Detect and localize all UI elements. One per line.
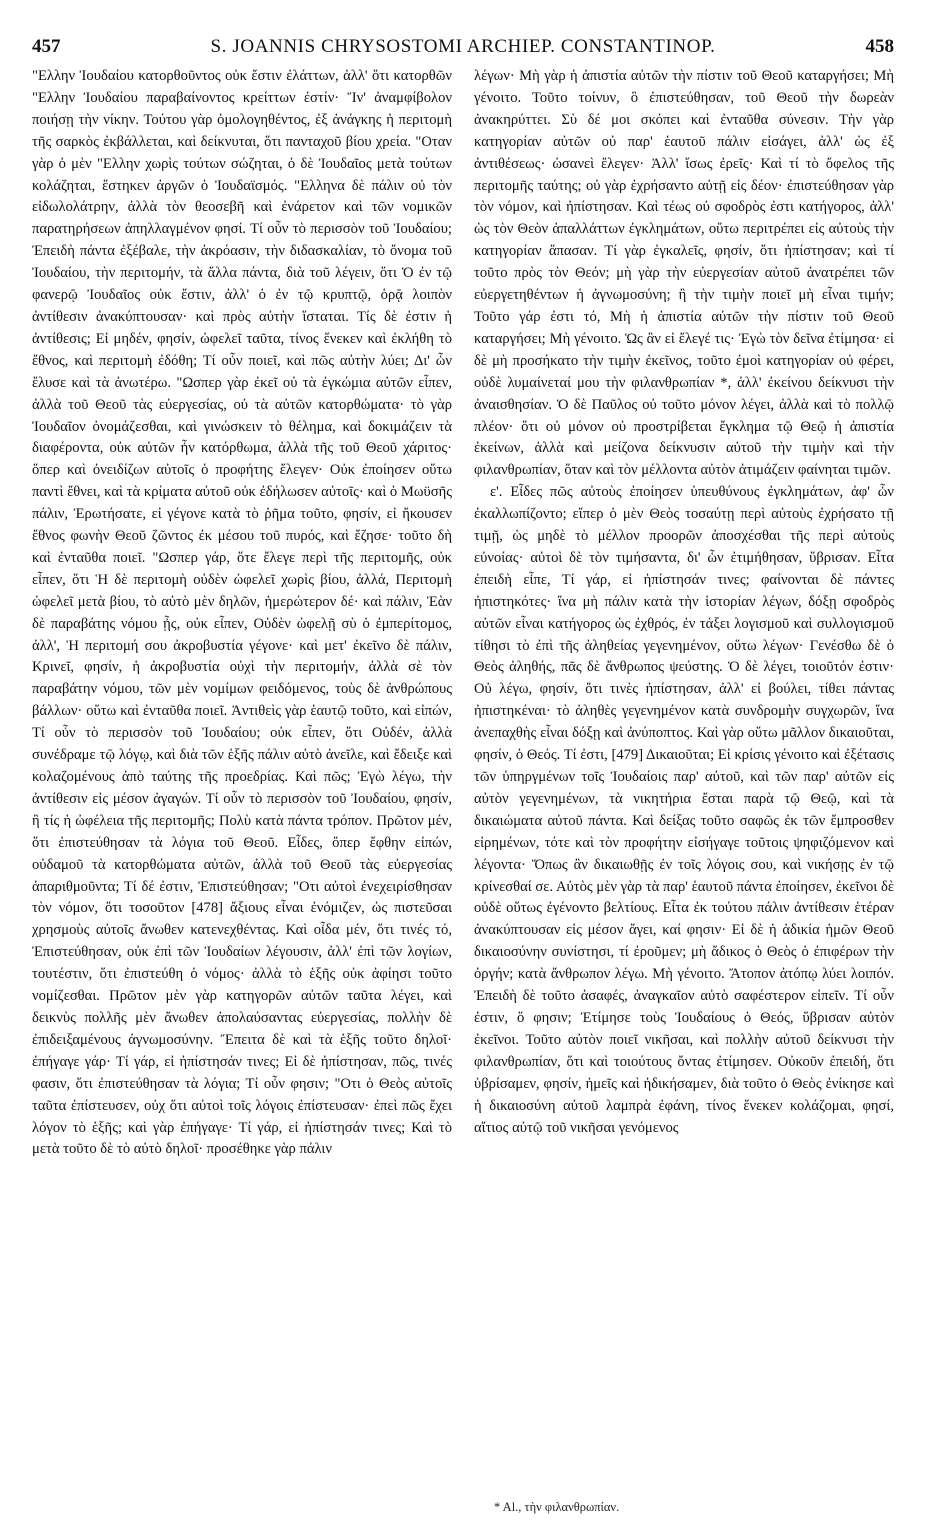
page-number-right: 458 bbox=[865, 36, 894, 57]
right-column-paragraph: ε'. Εἶδες πῶς αὐτοὺς ἐποίησεν ὑπευθύνους ἐγκλημάτων, ἀφ' ὧν ἐκαλλωπίζοντο; εἴπερ ὁ μὲν Θεὸς τοσαύτῃ περὶ αὐτοὺς ἐχρήσατο τῇ τιμῇ, ὡς μηδὲ τὸ μέλλον προορῶν ἀποσχέσθαι τῆς περὶ αὐτοὺς εὐνοίας· αὐτοὶ δὲ τὸν τιμήσαντα, δι' ὧν ἐτιμήθησαν, ὕβρισαν. Εἶτα ἐπειδὴ εἶπε, Τί γάρ, εἰ ἠπίστησάν τινες; φαίνονται δὲ πάντες ἠπιστηκότες· ἵνα μὴ πάλιν κατὰ τὴν ἱστορίαν λέγων, δόξῃ σφοδρὸς αὐτῶν εἶναι κατήγορος ὡς ἐχθρός, ἐν τάξει λογισμοῦ καὶ συλλογισμοῦ τίθησι τὸ ἐπὶ τῆς ἀληθείας γεγενημένον, οὕτω λέγων· Γενέσθω δὲ ὁ Θεὸς ἀληθής, πᾶς δὲ ἄνθρωπος ψεύστης. Ὁ δὲ λέγει, τοιοῦτόν ἐστιν· Οὐ λέγω, φησίν, ὅτι τινὲς ἠπίστησαν, ἀλλ' εἰ βούλει, τίθει πάντας ἠπιστηκέναι· τὸ ἀληθὲς γεγενημένον κατὰ συνδρομὴν συγχωρῶν, ἵνα ἀνεπαχθὴς εἶναι δόξῃ καὶ ἀνύποπτος. Καὶ γὰρ οὕτω μᾶλλον δικαιοῦται, φησίν, ὁ Θεός. Τί ἐστι, [479] Δικαιοῦται; Εἰ κρίσις γένοιτο καὶ ἐξέτασις τῶν ὑπηργμένων τοῖς Ἰουδαίοις παρ' αὐτοῦ, καὶ τῶν παρ' αὐτῶν εἰς αὐτὸν γεγενημένων, τὰ νικητήρια ἔσται παρὰ τῷ Θεῷ, καὶ τὰ δικαιώματα αὐτοῦ πάντα. Καὶ δείξας τοῦτο σαφῶς ἐκ τῶν ἔμπροσθεν εἰρημένων, τότε καὶ τὸν προφήτην εἰσήγαγε τοῦτοις ψηφιζόμενον καὶ λέγοντα· Ὅπως ἂν δικαιωθῇς ἐν τοῖς λόγοις σου, καὶ νικήσῃς ἐν τῷ κρίνεσθαί σε. Αὐτὸς μὲν γὰρ τὰ παρ' ἑαυτοῦ πάντα ἐποίησεν, ἐκεῖνοι δὲ οὐδὲ οὕτως ἐγένοντο βελτίους. Εἶτα ἐκ τούτου πάλιν ἀντίθεσιν ἑτέραν ἀνακύπτουσαν εἰς μέσον ἄγει, καί φησιν· Εἰ δὲ ἡ ἀδικία ἡμῶν Θεοῦ δικαιοσύνην συνίστησι, τί ἐροῦμεν; μὴ ἄδικος ὁ Θεὸς ὁ ἐπιφέρων τὴν ὀργήν; κατὰ ἄνθρωπον λέγω. Μὴ γένοιτο. Ἄτοπον ἀτόπῳ λύει λοιπόν. Ἐπειδὴ δὲ τοῦτο ἀσαφές, ἀναγκαῖον αὐτὸ σαφέστερον εἰπεῖν. Τί οὖν ἐστιν, ὅ φησιν; Ἐτίμησε τοὺς Ἰουδαίους ὁ Θεός, ὕβρισαν αὐτὸν ἐκεῖνοι. Τοῦτο αὐτὸν ποιεῖ νικῆσαι, καὶ πολλὴν αὐτοῦ δείκνυσι τὴν φιλανθρωπίαν, ὅτι καὶ τοιούτους ὄντας ἐτίμησεν. Οὐκοῦν ἐπειδή, ὅτι ὑβρίσαμεν, φησίν, ἡμεῖς καὶ ἠδικήσαμεν, διὰ τοῦτο ὁ Θεὸς ἐνίκησε καὶ ἡ δικαιοσύνη αὐτοῦ λαμπρὰ ἐφάνη, τίνος ἕνεκεν κολάζομαι, φησί, αἴτιος αὐτῷ τοῦ νικῆσαι γενόμενος bbox=[474, 484, 894, 1136]
left-text-column bbox=[32, 66, 452, 1486]
right-column-paragraph: λέγων· Μὴ γὰρ ἡ ἀπιστία αὐτῶν τὴν πίστιν τοῦ Θεοῦ καταργήσει; Μὴ γένοιτο. Τοῦτο τοίνυν, ὃ ἐπιστεύθησαν, τοῦ Θεοῦ τὴν δωρεὰν ἀνακηρύττει. Σὺ δέ μοι σκόπει καὶ ἐνταῦθα σύνεσιν. Τὴν γὰρ κατηγορίαν αὐτῶν οὐ παρ' ἑαυτοῦ πάλιν εἰσάγει, ἀλλ' ὡς ἐξ ἀντιθέσεως· ὡσανεὶ ἔλεγεν· Ἀλλ' ἴσως ἐρεῖς· Καὶ τί τὸ ὄφελος τῆς περιτομῆς ταύτης; οὐ γὰρ ἐχρήσαντο αὐτῇ εἰς δέον· ἐπιστεύθησαν γὰρ τὸν νόμον, καὶ ἠπίστησαν. Καὶ τέως οὐ σφοδρὸς ἐστι κατήγορος, ἀλλ' ὡς τὸν Θεὸν ἀπαλλάττων ἐγκλημάτων, οὕτω περιτρέπει εἰς αὐτοὺς τὴν κατηγορίαν ἅπασαν. Τί γὰρ ἐγκαλεῖς, φησίν, ὅτι ἠπίστησαν; καὶ τί τοῦτο πρὸς τὸν Θεόν; μὴ γὰρ τὴν εὐεργεσίαν αὐτοῦ ἀνατρέπει τῶν εὐεργετηθέντων ἡ ἀγνωμοσύνη; ἢ τὴν τιμὴν ποιεῖ μὴ εἶναι τιμήν; Τοῦτο γάρ ἐστι τό, Μὴ ἡ ἀπιστία αὐτῶν τὴν πίστιν τοῦ Θεοῦ καταργήσει; Μὴ γένοιτο. Ὡς ἂν εἰ ἔλεγέ τις· Ἐγὼ τὸν δεῖνα ἐτίμησα· εἰ δὲ μὴ προσήκατο τὴν τιμὴν ἐκεῖνος, τοῦτο ἐμοὶ κατηγορίαν οὐ φέρει, οὐδὲ λυμαίνεταί μου τὴν φιλανθρωπίαν *, ἀλλ' ἐκείνου δείκνυσι τὴν ἀναισθησίαν. Ὁ δὲ Παῦλος οὐ τοῦτο μόνον λέγει, ἀλλὰ καὶ τὸ πολλῷ πλέον· ὅτι οὐ μόνον οὐ προστρίβεται ἔγκλημα τῷ Θεῷ ἡ ἀπιστία ἐκείνων, ἀλλὰ καὶ μείζονα δείκνυσιν αὐτοῦ τὴν τιμὴν καὶ τὴν φιλανθρωπίαν, ὅταν καὶ τὸν μέλλοντα αὐτὸν ἀτιμάζειν φαίνηται τιμῶν. bbox=[474, 68, 894, 479]
footnote: * Al., τὴν φιλανθρωπίαν. bbox=[494, 1500, 620, 1514]
right-text-column bbox=[474, 66, 894, 1486]
running-title: S. JOANNIS CHRYSOSTOMI ARCHIEP. CONSTANTINOP. bbox=[210, 36, 716, 57]
running-header bbox=[32, 36, 894, 62]
left-column-text: "Ελλην Ἰουδαίου κατορθοῦντος οὐκ ἔστιν ἐλάττων, ἀλλ' ὅτι κατορθῶν "Ελλην Ἰουδαίου παραβαίνοντος κρείττων ἐστίν· Ἵν' ἀναμφίβολον ποιήσῃ τὴν νίκην. Τούτου γὰρ ὁμολογηθέντος, ἐξ ἀνάγκης ἡ περιτομὴ τῆς σαρκὸς ἐκβάλλεται, καὶ δείκνυται, ὅτι πανταχοῦ βίου χρεία. "Οταν γὰρ ὁ μὲν "Ελλην χωρὶς τούτων σώζηται, ὁ δὲ Ἰουδαῖος μετὰ τούτων κολάζηται, ἕστηκεν ἀργῶν ὁ Ἰουδαϊσμός. "Ελληνα δὲ πάλιν οὐ τὸν εἰδωλολάτρην, ἀλλὰ τὸν θεοσεβῆ καὶ ἐνάρετον καὶ τῶν νομικῶν παρατηρήσεων ἀπηλλαγμένον φησί. Τί οὖν τὸ περισσὸν τοῦ Ἰουδαίου; Ἐπειδὴ πάντα ἐξέβαλε, τὴν ἀκρόασιν, τὴν διδασκαλίαν, τὸ ὄνομα τοῦ Ἰουδαίου, τὴν περιτομήν, τὰ ἄλλα πάντα, διὰ τοῦ λέγειν, ὅτι Ὁ ἐν τῷ φανερῷ Ἰουδαῖος οὐκ ἔστιν, ἀλλ' ὁ ἐν τῷ κρυπτῷ, ὁρᾷ λοιπὸν ἀντίθεσιν ἀνακύπτουσαν· καὶ πρὸς αὐτὴν ἵσταται. Τίς δὲ ἐστιν ἡ ἀντίθεσις; Εἰ μηδέν, φησίν, ὠφελεῖ ταῦτα, τίνος ἕνεκεν καὶ ἐκλήθη τὸ ἔθνος, καὶ περιτομὴ ἐδόθη; Τί οὖν ποιεῖ, καὶ πῶς αὐτὴν λύει; Δι' ὧν ἔλυσε καὶ τὰ ἀνωτέρω. "Ωσπερ γὰρ ἐκεῖ οὐ τὰ ἐγκώμια αὐτῶν εἶπεν, ἀλλὰ τοῦ Θεοῦ τὰς εὐεργεσίας, οὐ τὰ αὐτῶν κατορθώματα· τὸ γὰρ Ἰουδαῖον ὀνομάζεσθαι, καὶ γινώσκειν τὸ θέλημα, καὶ δοκιμάζειν τὰ διαφέροντα, οὐκ αὐτῶν ἦν κατόρθωμα, ἀλλὰ τῆς τοῦ Θεοῦ χάριτος· ὅπερ καὶ ὀνειδίζων αὐτοῖς ὁ προφήτης ἔλεγεν· Οὐκ ἐποίησεν οὕτω παντὶ ἔθνει, καὶ τὰ κρίματα αὐτοῦ οὐκ ἐδήλωσεν αὐτοῖς· καὶ ὁ Μωϋσῆς πάλιν, Ἐρωτήσατε, εἰ γέγονε κατὰ τὸ ῥῆμα τοῦτο, φησίν, εἰ ἤκουσεν ἔθνος φωνὴν Θεοῦ ζῶντος ἐκ μέσου τοῦ πυρός, καὶ ἔζησε· τοῦτο δὴ καὶ ἐνταῦθα ποιεῖ. "Ωσπερ γάρ, ὅτε ἔλεγε περὶ τῆς περιτομῆς, οὐκ εἶπεν, ὅτι Ἡ δὲ περιτομὴ οὐδὲν ὠφελεῖ χωρὶς βίου, ἀλλά, Περιτομὴ ὠφελεῖ μετὰ βίου, τὸ αὐτὸ μὲν δηλῶν, ἡμερώτερον δέ· καὶ πάλιν, Ἐὰν δὲ παραβάτης νόμου ᾖς, οὐκ εἶπεν, Οὐδὲν ὠφελῇ σὺ ὁ ἐμπερίτομος, ἀλλ', Ἡ περιτομή σου ἀκροβυστία γέγονε· καὶ μετ' ἐκεῖνο δὲ πάλιν, Κρινεῖ, φησίν, ἡ ἀκροβυστία οὐχὶ τὴν περιτομήν, ἀλλὰ σὲ τὸν παραβάτην νόμου, τῶν μὲν νομίμων φειδόμενος, τοὺς δὲ ἀνθρώπους βάλλων· οὕτω καὶ ἐνταῦθα ποιεῖ. Ἀντιθεὶς γὰρ ἑαυτῷ τοῦτο, καὶ εἰπών, Τί οὖν τὸ περισσὸν τοῦ Ἰουδαίου; οὐκ εἶπεν, ὅτι Οὐδέν, ἀλλὰ συνέδραμε τῷ λόγῳ, καὶ διὰ τῶν ἑξῆς πάλιν αὐτὸ ἀνεῖλε, καὶ ἔδειξε καὶ κολαζομένους ἀπὸ ταύτης τῆς προεδρίας. Καὶ πῶς; Ἐγὼ λέγω, τὴν ἀντίθεσιν εἰς μέσον ἀγαγών. Τί οὖν τὸ περισσὸν τοῦ Ἰουδαίου, φησίν, ἢ τίς ἡ ὠφέλεια τῆς περιτομῆς; Πολὺ κατὰ πάντα τρόπον. Πρῶτον μέν, ὅτι ἐπιστεύθησαν τὰ λόγια τοῦ Θεοῦ. Εἶδες, ὅπερ ἔφθην εἰπών, οὐδαμοῦ τὰ κατορθώματα αὐτῶν, ἀλλὰ τοῦ Θεοῦ τὰς εὐεργεσίας ἀπαριθμοῦντα; Τί δέ ἐστιν, Ἐπιστεύθησαν; "Οτι αὐτοὶ ἐνεχειρίσθησαν τὸν νόμον, ὅτι τοσοῦτον [478] ἄξιους εἶναι ἐνόμιζεν, ὡς πιστεῦσαι χρησμοὺς αὐτοῖς ἄνωθεν κατενεχθέντας. Καὶ οἶδα μέν, ὅτι τινές τό, Ἐπιστεύθησαν, οὐκ ἐπὶ τῶν Ἰουδαίων λέγουσιν, ἀλλ' ἐπὶ τῶν λογίων, τουτέστιν, ὅτι ἐπιστεύθη ὁ νόμος· ἀλλὰ τὸ ἑξῆς οὐκ ἀφίησι τοῦτο νομίζεσθαι. Πρῶτον μὲν γὰρ κατηγορῶν αὐτῶν ταῦτα λέγει, καὶ δεικνὺς πολλῆς μὲν ἄνωθεν ἀπολαύσαντας εὐεργεσίας, πολλὴν δὲ ἐπιδειξαμένους ἀγνωμοσύνην. Ἔπειτα δὲ καὶ τὰ ἑξῆς τοῦτο δηλοῖ· ἐπήγαγε γάρ· Τί γάρ, εἰ ἠπίστησάν τινες; Εἰ δὲ ἠπίστησαν, πῶς, τινές φασιν, ὅτι ἐπιστεύθησαν τὰ λόγια; Τί οὖν φησιν; "Οτι ὁ Θεὸς αὐτοῖς ταῦτα ἐπίστευσεν, οὐχ ὅτι αὐτοὶ τοῖς λόγοις ἐπίστευσαν· ἐπεὶ πῶς ἔχει λόγον τὸ ἑξῆς; καὶ γὰρ ἐπήγαγε· Τί γάρ, εἰ ἠπίστησάν τινες; Καὶ τὸ μετὰ τοῦτο δὲ τὸ αὐτὸ δηλοῖ· προσέθηκε γὰρ πάλιν bbox=[32, 68, 452, 1158]
page-number-left: 457 bbox=[32, 36, 61, 57]
